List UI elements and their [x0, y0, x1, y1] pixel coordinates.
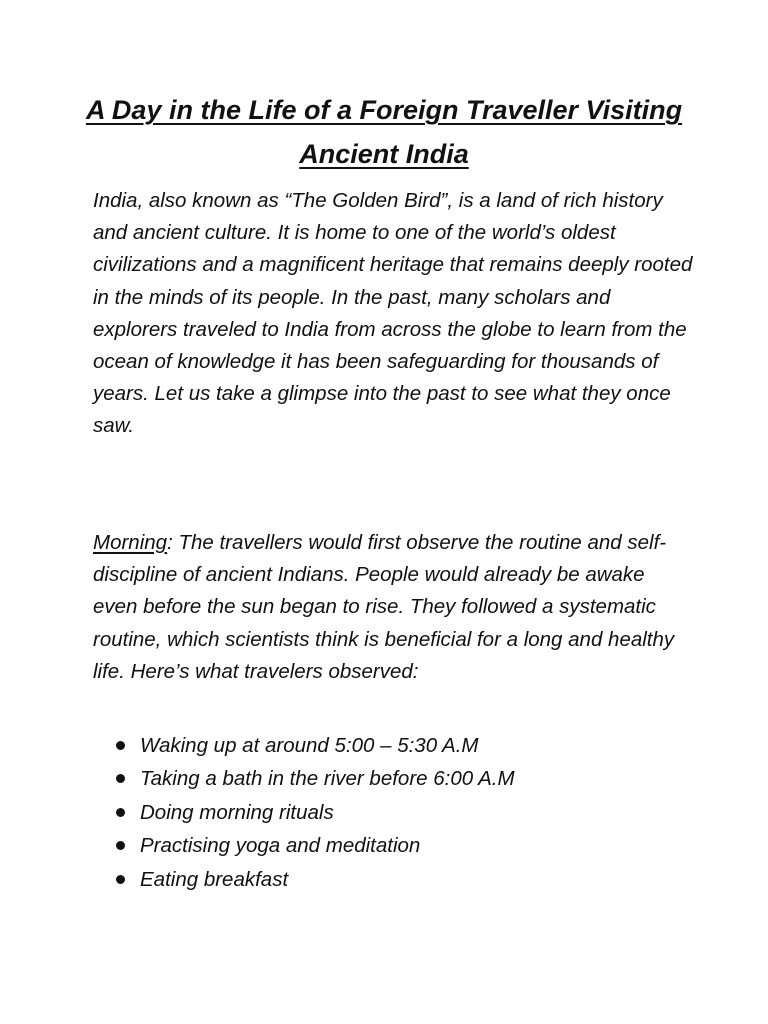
list-item-text: Practising yoga and meditation — [140, 834, 421, 858]
list-item — [93, 762, 693, 795]
bullet-icon — [116, 808, 125, 817]
intro-paragraph: India, also known as “The Golden Bird”, is a land of rich history and ancient culture. It is home to one of the world’s oldest civilizations and a magnificent heritage that remains deeply rooted in the minds of its people. In the past, many scholars and explorers traveled to India from across the globe to learn from the ocean of knowledge it has been safeguarding for thousands of years. Let us take a glimpse into the past to see what they once saw. — [93, 189, 693, 438]
morning-heading: Morning — [93, 531, 168, 554]
bullet-icon — [116, 774, 125, 783]
bullet-icon — [116, 841, 125, 850]
list-item — [93, 729, 693, 762]
list-item-text: Taking a bath in the river before 6:00 A.M — [140, 767, 515, 791]
bullet-icon — [116, 741, 125, 750]
morning-text: : The travellers would first observe the routine and self-discipline of ancient Indians. People would already be awake even before the sun began to rise. They followed a systematic routine, which scientists think is beneficial for a long and healthy life. Here’s what travelers observed: — [93, 531, 675, 683]
list-item — [93, 863, 693, 896]
document-title: A Day in the Life of a Foreign Traveller Visiting Ancient India — [85, 95, 683, 169]
list-item-text: Eating breakfast — [140, 867, 289, 891]
list-item-text: Waking up at around 5:00 – 5:30 A.M — [140, 734, 479, 757]
morning-paragraph — [93, 527, 693, 688]
list-item-text: Doing morning rituals — [140, 800, 334, 824]
bullet-icon — [116, 875, 125, 884]
morning-routine-list — [93, 729, 693, 896]
list-item — [93, 829, 693, 862]
list-item — [93, 796, 693, 829]
